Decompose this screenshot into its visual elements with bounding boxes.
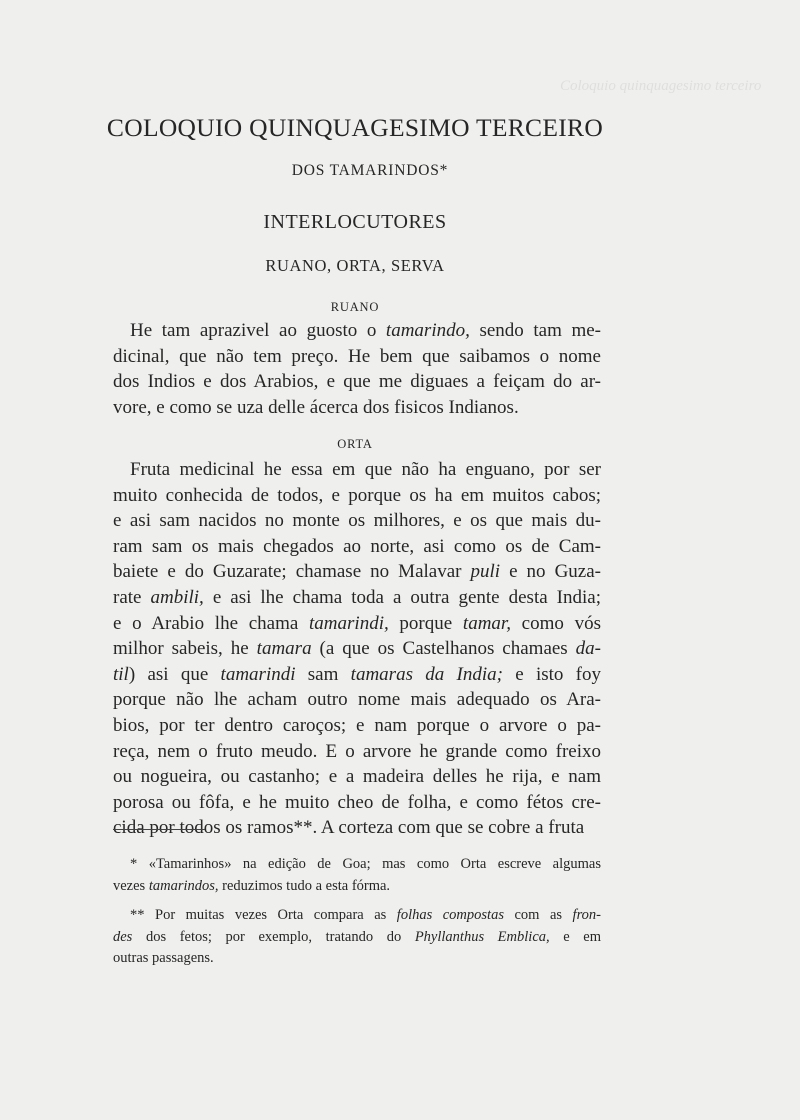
text-run: e o Arabio lhe chama [113, 612, 310, 634]
text-run: muito conhecida de todos, e porque os ha em muitos cabos; [113, 484, 601, 506]
italic-term: tamarindi [220, 663, 296, 685]
text-line [113, 534, 601, 560]
text-run: rate [113, 586, 151, 608]
text-run: ou nogueira, ou castanho; e a madeira delles he rija, e nam [113, 766, 601, 788]
chapter-subtitle: DOS TAMARINDOS* [291, 162, 449, 179]
text-run: milhor sabeis, he [113, 638, 257, 660]
text-line [113, 369, 601, 395]
text-run: porosa ou fôfa, e he muito cheo de folha, e como fétos cre- [113, 791, 601, 813]
speaker-label-orta: ORTA [337, 437, 373, 451]
text-run: ** Por muitas vezes Orta compara as [130, 907, 397, 923]
text-line [113, 585, 601, 611]
text-run: sendo tam me- [469, 320, 601, 341]
text-run: com as [503, 907, 573, 923]
italic-term: ambili, [150, 586, 204, 608]
text-line [113, 948, 601, 970]
italic-term: folhas compostas [396, 907, 504, 923]
text-run: * «Tamarinhos» na edição de Goa; mas como Orta escreve algumas [130, 856, 601, 872]
text-line [113, 764, 601, 790]
text-run: sam [295, 663, 351, 685]
text-run: e no Guza- [500, 561, 601, 583]
text-line [113, 457, 601, 483]
text-run: Fruta medicinal he essa em que não ha enguano, por ser [130, 459, 601, 480]
text-run: dicinal, que não tem preço. He bem que saibamos o nome [113, 345, 601, 367]
italic-term: tamarindi, [309, 612, 389, 634]
footnote-2 [113, 905, 601, 970]
italic-term: puli [470, 561, 501, 583]
italic-term: des [113, 928, 133, 945]
text-run: e em [549, 928, 601, 945]
text-run: reduzimos tudo a esta fórma. [218, 877, 391, 894]
text-run: baiete e do Guzarate; chamase no Malavar [113, 561, 471, 583]
text-line [113, 905, 601, 927]
text-run: e asi lhe chama toda a outra gente desta India; [203, 586, 601, 608]
italic-term: fron- [572, 907, 602, 923]
text-line [113, 662, 601, 688]
text-line [113, 790, 601, 816]
text-line [113, 483, 601, 509]
text-line [113, 739, 601, 765]
text-run: porque não lhe acham outro nome mais adequado os Ara- [113, 689, 601, 711]
italic-term: tamar, [462, 612, 511, 634]
paragraph-orta [113, 457, 601, 841]
text-line [113, 559, 601, 585]
italic-term: da- [575, 638, 601, 660]
text-line [113, 611, 601, 637]
text-run: outras passagens. [113, 950, 214, 966]
text-run: vezes [113, 877, 149, 894]
text-run: e asi sam nacidos no monte os milhores, e os que mais du- [113, 510, 601, 532]
text-run: (a que os Castelhanos chamaes [311, 638, 576, 660]
text-run: porque [388, 612, 463, 634]
text-line [113, 854, 601, 876]
text-line [113, 318, 601, 344]
text-run: e isto foy [502, 663, 601, 685]
text-line [113, 344, 601, 370]
italic-term: tamara [256, 638, 312, 660]
italic-term: tamarindo, [385, 320, 470, 341]
footnote-separator [113, 829, 205, 830]
text-run: ram sam os mais chegados ao norte, asi como os de Cam- [113, 535, 601, 557]
bleed-through-running-head: Coloquio quinquagesimo terceiro [560, 78, 762, 94]
text-run: He tam aprazivel ao guosto o [130, 320, 386, 341]
italic-term: tamaras da India; [350, 663, 503, 685]
footnote-1 [113, 854, 601, 897]
text-run: dos Indios e dos Arabios, e que me diguaes a feiçam do ar- [113, 371, 601, 393]
text-run: bios, por ter dentro caroços; e nam porque o arvore o pa- [113, 714, 601, 736]
text-run: reça, nem o fruto meudo. E o arvore he grande como freixo [113, 740, 601, 762]
text-line [113, 927, 601, 949]
paragraph-ruano [113, 318, 601, 420]
text-run: vore, e como se uza delle ácerca dos fisicos Indianos. [113, 396, 519, 418]
interlocutors-heading: INTERLOCUTORES [263, 211, 447, 233]
text-line [113, 395, 601, 421]
text-line [113, 636, 601, 662]
italic-term: tamarindos, [148, 877, 219, 894]
text-run: dos fetos; por exemplo, tratando do [132, 928, 415, 945]
speaker-label-ruano: RUANO [330, 300, 380, 314]
chapter-title: COLOQUIO QUINQUAGESIMO TERCEIRO [106, 113, 604, 142]
text-line [113, 876, 601, 898]
interlocutors-list: RUANO, ORTA, SERVA [265, 256, 445, 275]
italic-term: til [113, 663, 129, 685]
text-run: cida por todos os ramos**. A corteza com que se cobre a fruta [113, 817, 585, 839]
text-line [113, 508, 601, 534]
text-line [113, 713, 601, 739]
text-run: ) asi que [128, 663, 221, 685]
text-run: como vós [510, 612, 602, 634]
text-line [113, 687, 601, 713]
italic-term: Phyllanthus Emblica, [414, 928, 550, 945]
